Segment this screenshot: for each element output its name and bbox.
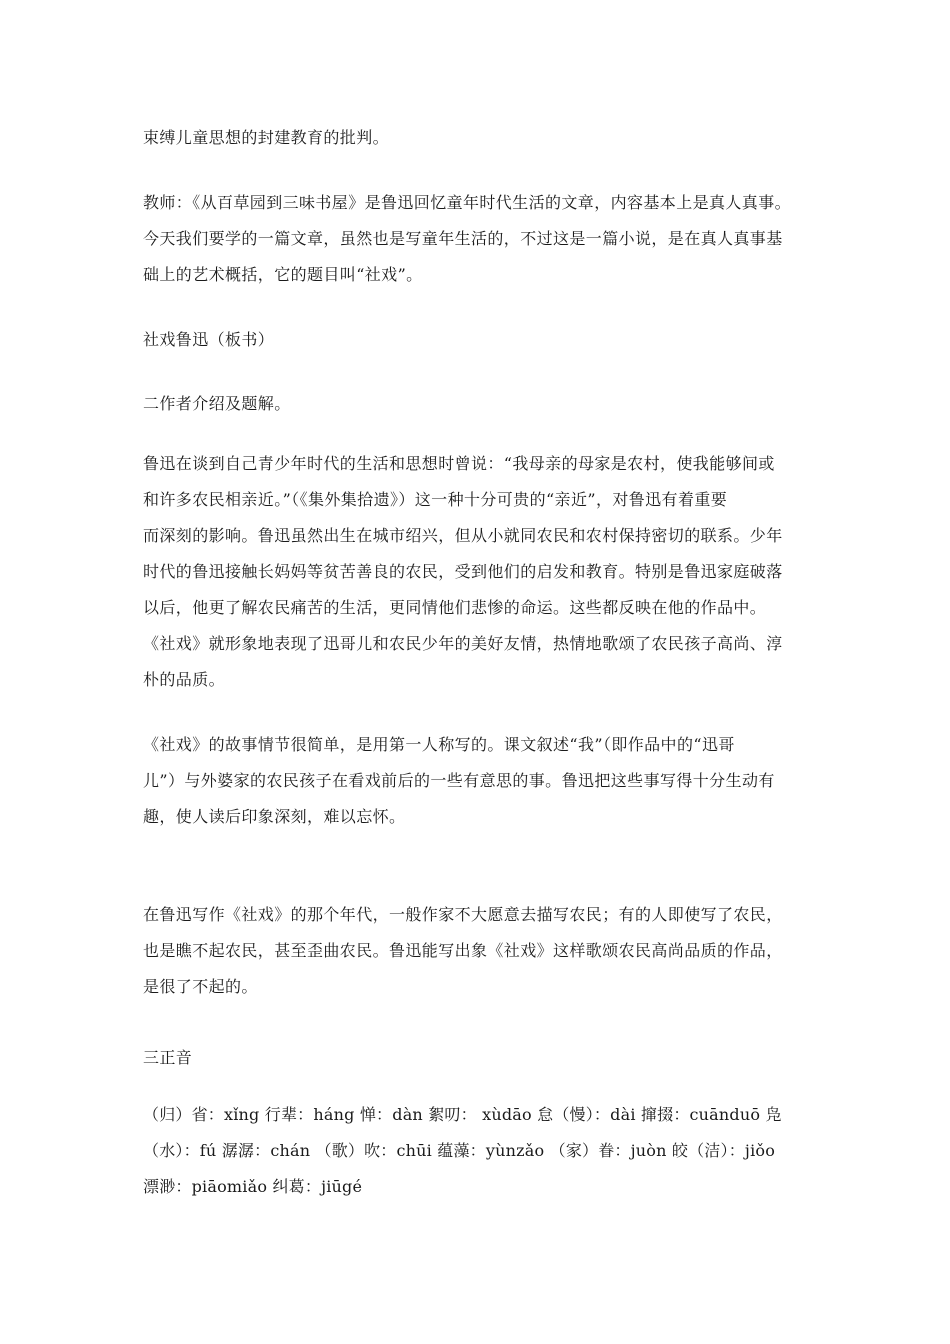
text-line: 在鲁迅写作《社戏》的那个年代，一般作家不大愿意去描写农民；有的人即使写了农民， bbox=[143, 905, 783, 924]
paragraph-7 bbox=[143, 897, 815, 1005]
text-line: 《社戏》就形象地表现了迅哥儿和农民少年的美好友情，热情地歌颂了农民孩子高尚、淳 bbox=[143, 634, 783, 653]
section-heading-2 bbox=[143, 386, 815, 422]
text-line: 教师：《从百草园到三味书屋》是鲁迅回忆童年时代生活的文章，内容基本上是真人真事。 bbox=[143, 193, 792, 212]
text-line: 朴的品质。 bbox=[143, 670, 226, 689]
text-line: 二作者介绍及题解。 bbox=[143, 394, 291, 413]
paragraph-2 bbox=[143, 185, 815, 293]
text-line: 束缚儿童思想的封建教育的批判。 bbox=[143, 128, 390, 147]
text-line: 也是瞧不起农民，甚至歪曲农民。鲁迅能写出象《社戏》这样歌颂农民高尚品质的作品， bbox=[143, 941, 783, 960]
text-line: 今天我们要学的一篇文章，虽然也是写童年生活的，不过这是一篇小说，是在真人真事基 bbox=[143, 229, 783, 248]
paragraph-6 bbox=[143, 727, 815, 835]
section-heading-3 bbox=[143, 1040, 815, 1076]
text-line: （水）：fú 潺潺：chán （歌）吹：chūi 蕴藻：yùnzǎo （家）眷：juòn 皎（洁）：jiǒo bbox=[143, 1141, 776, 1160]
text-line: 和许多农民相亲近。”（《集外集拾遗》）这一种十分可贵的“亲近”，对鲁迅有着重要 bbox=[143, 490, 728, 509]
text-line: 是很了不起的。 bbox=[143, 977, 258, 996]
pronunciation-list bbox=[143, 1097, 815, 1205]
text-line: 时代的鲁迅接触长妈妈等贫苦善良的农民，受到他们的启发和教育。特别是鲁迅家庭破落 bbox=[143, 562, 783, 581]
text-line: 儿”）与外婆家的农民孩子在看戏前后的一些有意思的事。鲁迅把这些事写得十分生动有 bbox=[143, 771, 775, 790]
text-line: 而深刻的影响。鲁迅虽然出生在城市绍兴，但从小就同农民和农村保持密切的联系。少年 bbox=[143, 526, 783, 545]
text-line: 漂渺：piāomiǎo 纠葛：jiūgé bbox=[143, 1177, 363, 1196]
text-line: 《社戏》的故事情节很简单，是用第一人称写的。课文叙述“我”（即作品中的“迅哥 bbox=[143, 735, 735, 754]
paragraph-5 bbox=[143, 446, 815, 698]
text-line: 社戏鲁迅（板书） bbox=[143, 330, 275, 349]
text-line: 以后，他更了解农民痛苦的生活，更同情他们悲惨的命运。这些都反映在他的作品中。 bbox=[143, 598, 767, 617]
text-line: （归）省：xǐng 行辈：háng 惮：dàn 絮叨： xùdāo 怠（慢）：dài 撺掇：cuānduō 凫 bbox=[143, 1105, 782, 1124]
paragraph-1 bbox=[143, 120, 815, 156]
paragraph-3 bbox=[143, 322, 815, 358]
text-line: 三正音 bbox=[143, 1048, 193, 1067]
text-line: 趣，使人读后印象深刻，难以忘怀。 bbox=[143, 807, 406, 826]
text-line: 础上的艺术概括，它的题目叫“社戏”。 bbox=[143, 265, 423, 284]
text-line: 鲁迅在谈到自己青少年时代的生活和思想时曾说：“我母亲的母家是农村，使我能够间或 bbox=[143, 454, 775, 473]
